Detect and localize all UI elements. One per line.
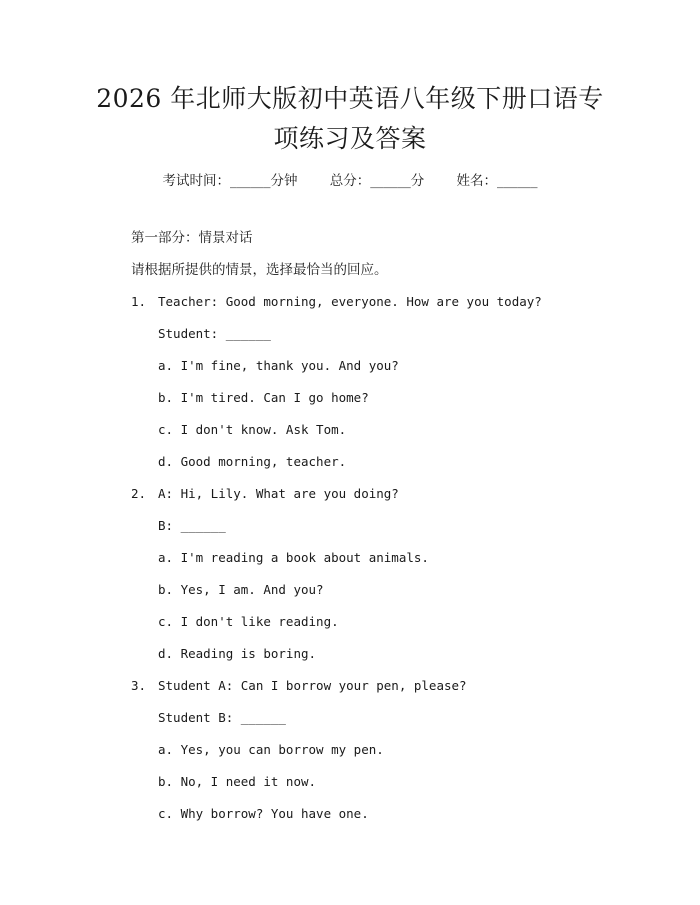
- question-option: a. I'm fine, thank you. And you?: [158, 358, 399, 373]
- question-prompt: Student A: Can I borrow your pen, please?: [158, 678, 467, 693]
- total-score-field: [330, 169, 425, 189]
- question-number: 2.: [131, 486, 147, 501]
- question-response-blank: B: ______: [158, 518, 226, 533]
- student-name-label: 姓名：: [456, 173, 498, 189]
- total-score-blank: ______: [370, 173, 411, 189]
- question-option: c. I don't know. Ask Tom.: [158, 422, 347, 437]
- question-option: c. Why borrow? You have one.: [158, 806, 369, 821]
- question-option: b. Yes, I am. And you?: [158, 582, 324, 597]
- total-score-label: 总分：: [329, 173, 371, 189]
- question-prompt: Teacher: Good morning, everyone. How are you today?: [158, 294, 542, 309]
- question-number: 1.: [131, 294, 147, 309]
- section-instruction: 请根据所提供的情景，选择最恰当的回应。: [131, 262, 388, 278]
- question-option: d. Good morning, teacher.: [158, 454, 347, 469]
- document-title-line-1: 2026 年北师大版初中英语八年级下册口语专: [96, 84, 604, 113]
- exam-time-label: 考试时间：: [162, 173, 230, 189]
- question-prompt: A: Hi, Lily. What are you doing?: [158, 486, 399, 501]
- section-title: 第一部分：情景对话: [131, 230, 253, 246]
- question-option: b. No, I need it now.: [158, 774, 317, 789]
- student-name-blank: ______: [497, 173, 538, 189]
- document-title-line-2: 项练习及答案: [273, 124, 427, 153]
- question-response-blank: Student B: ______: [158, 710, 286, 725]
- question-option: a. Yes, you can borrow my pen.: [158, 742, 384, 757]
- exam-info-row: [0, 169, 700, 189]
- exam-time-field: [162, 169, 297, 189]
- question-option: c. I don't like reading.: [158, 614, 339, 629]
- total-score-unit: 分: [410, 173, 425, 189]
- student-name-field: [457, 169, 538, 189]
- question-response-blank: Student: ______: [158, 326, 271, 341]
- question-number: 3.: [131, 678, 147, 693]
- question-option: b. I'm tired. Can I go home?: [158, 390, 369, 405]
- question-option: a. I'm reading a book about animals.: [158, 550, 429, 565]
- question-option: d. Reading is boring.: [158, 646, 317, 661]
- exam-time-blank: ______: [229, 173, 271, 189]
- exam-time-unit: 分钟: [270, 173, 298, 189]
